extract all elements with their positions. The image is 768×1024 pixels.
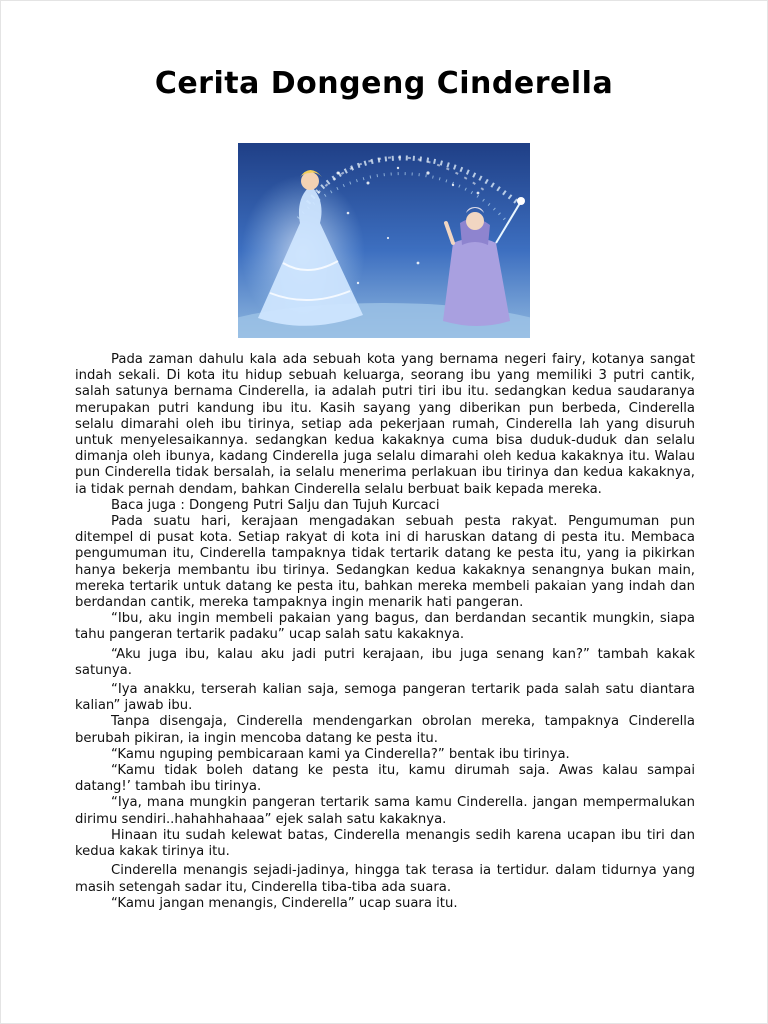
story-paragraph: Pada suatu hari, kerajaan mengadakan sebuah pesta rakyat. Pengumuman pun ditempel di pusat kota. Setiap rakyat di kota ini di haruskan datang di pesta itu. Membaca pengumuman itu, Cinderella tampaknya tidak tertarik datang ke pesta itu, yang ia pikirkan hanya bekerja membantu ibu tirinya. Sedangkan kedua kakaknya senangnya bukan main, mereka tertarik untuk datang ke pesta itu, bahkan mereka membeli pakaian yang indah dan berdandan cantik, mereka tampaknya ingin menarik hati pangeran.: [75, 514, 695, 611]
story-paragraph: Tanpa disengaja, Cinderella mendengarkan obrolan mereka, tampaknya Cinderella berubah pikiran, ia ingin mencoba datang ke pesta itu.: [75, 714, 695, 746]
dialogue-paragraph: “Iya anakku, terserah kalian saja, semoga pangeran tertarik pada salah satu diantara kalian” jawab ibu.: [75, 682, 695, 714]
related-story-link[interactable]: Baca juga : Dongeng Putri Salju dan Tujuh Kurcaci: [111, 497, 440, 513]
dialogue-paragraph: “Kamu nguping pembicaraan kami ya Cinderella?” bentak ibu tirinya.: [111, 746, 570, 762]
dialogue-paragraph: “Kamu jangan menangis, Cinderella” ucap suara itu.: [111, 895, 458, 911]
story-paragraph: Cinderella menangis sejadi-jadinya, hingga tak terasa ia tertidur. dalam tidurnya yang masih setengah sadar itu, Cinderella tiba-tiba ada suara.: [75, 863, 695, 895]
story-paragraph: Pada zaman dahulu kala ada sebuah kota yang bernama negeri fairy, kotanya sangat indah sekali. Di kota itu hidup sebuah keluarga, seorang ibu yang memiliki 3 putri cantik, salah satunya bernama Cinderella, ia adalah putri tiri ibu itu. sedangkan kedua saudaranya merupakan putri kandung ibu itu. Kasih sayang yang diberikan pun berbeda, Cinderella selalu dimarahi oleh ibu tirinya, setiap ada pekerjaan rumah, Cinderella lah yang disuruh untuk menyelesaikannya. sedangkan kedua kakaknya cuma bisa duduk-duduk dan selalu dimanja oleh ibunya, kadang Cinderella juga selalu dimarahi oleh kedua kakaknya itu. Walau pun Cinderella tidak bersalah, ia selalu menerima perlakuan ibu tirinya dan kedua kakaknya, ia tidak pernah dendam, bahkan Cinderella selalu berbuat baik kepada mereka.: [75, 352, 695, 497]
document-title: Cerita Dongeng Cinderella: [154, 66, 614, 101]
story-body: [75, 352, 695, 912]
cinderella-fairy-godmother-illustration: [238, 143, 530, 338]
story-paragraph: Hinaan itu sudah kelewat batas, Cinderella menangis sedih karena ucapan ibu tiri dan kedua kakak tirinya itu.: [75, 827, 695, 860]
dialogue-paragraph: “Aku juga ibu, kalau aku jadi putri kerajaan, ibu juga senang kan?” tambah kakak satunya.: [75, 646, 695, 678]
dialogue-paragraph: “Ibu, aku ingin membeli pakaian yang bagus, dan berdandan secantik mungkin, siapa tahu pangeran tertarik padaku” ucap salah satu kakaknya.: [75, 611, 695, 643]
dialogue-paragraph: “Kamu tidak boleh datang ke pesta itu, kamu dirumah saja. Awas kalau sampai datang!’ tambah ibu tirinya.: [75, 763, 695, 795]
dialogue-paragraph: “Iya, mana mungkin pangeran tertarik sama kamu Cinderella. jangan mempermalukan dirimu sendiri..hahahhahaaa” ejek salah satu kakaknya.: [75, 795, 695, 827]
